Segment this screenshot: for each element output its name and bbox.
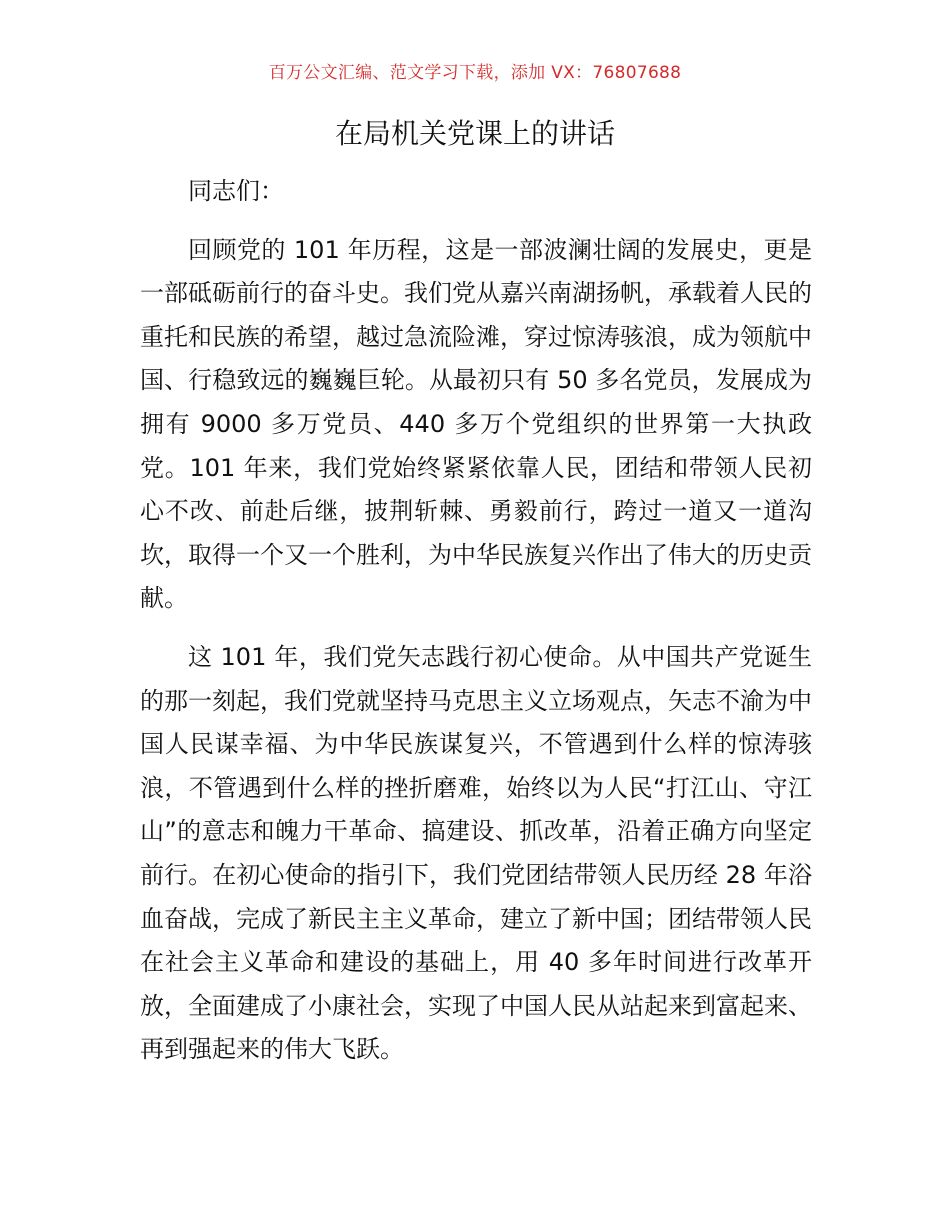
document-body [140,170,812,1087]
paragraph-2: 这 101 年，我们党矢志践行初心使命。从中国共产党诞生的那一刻起，我们党就坚持马克思主义立场观点，矢志不渝为中国人民谋幸福、为中华民族谋复兴，不管遇到什么样的惊涛骇浪，不管遇到什么样的挫折磨难，始终以为人民“打江山、守江山”的意志和魄力干革命、搞建设、抓改革，沿着正确方向坚定前行。在初心使命的指引下，我们党团结带领人民历经 28 年浴血奋战，完成了新民主主义革命，建立了新中国；团结带领人民在社会主义革命和建设的基础上，用 40 多年时间进行改革开放，全面建成了小康社会，实现了中国人民从站起来到富起来、再到强起来的伟大飞跃。 [140,642,812,1064]
document-title: 在局机关党课上的讲话 [334,117,615,150]
header-watermark-note: 百万公文汇编、范文学习下载，添加 VX：76807688 [268,63,682,83]
paragraph-1: 回顾党的 101 年历程，这是一部波澜壮阔的发展史，更是一部砥砺前行的奋斗史。我们党从嘉兴南湖扬帆，承载着人民的重托和民族的希望，越过急流险滩，穿过惊涛骇浪，成为领航中国、行稳致远的巍巍巨轮。从最初只有 50 多名党员，发展成为拥有 9000 多万党员、440 多万个党组织的世界第一大执政党。101 年来，我们党始终紧紧依靠人民，团结和带领人民初心不改、前赴后继，披荆斩棘、勇毅前行，跨过一道又一道沟坎，取得一个又一个胜利，为中华民族复兴作出了伟大的历史贡献。 [140,235,812,613]
salutation: 同志们： [188,177,284,205]
